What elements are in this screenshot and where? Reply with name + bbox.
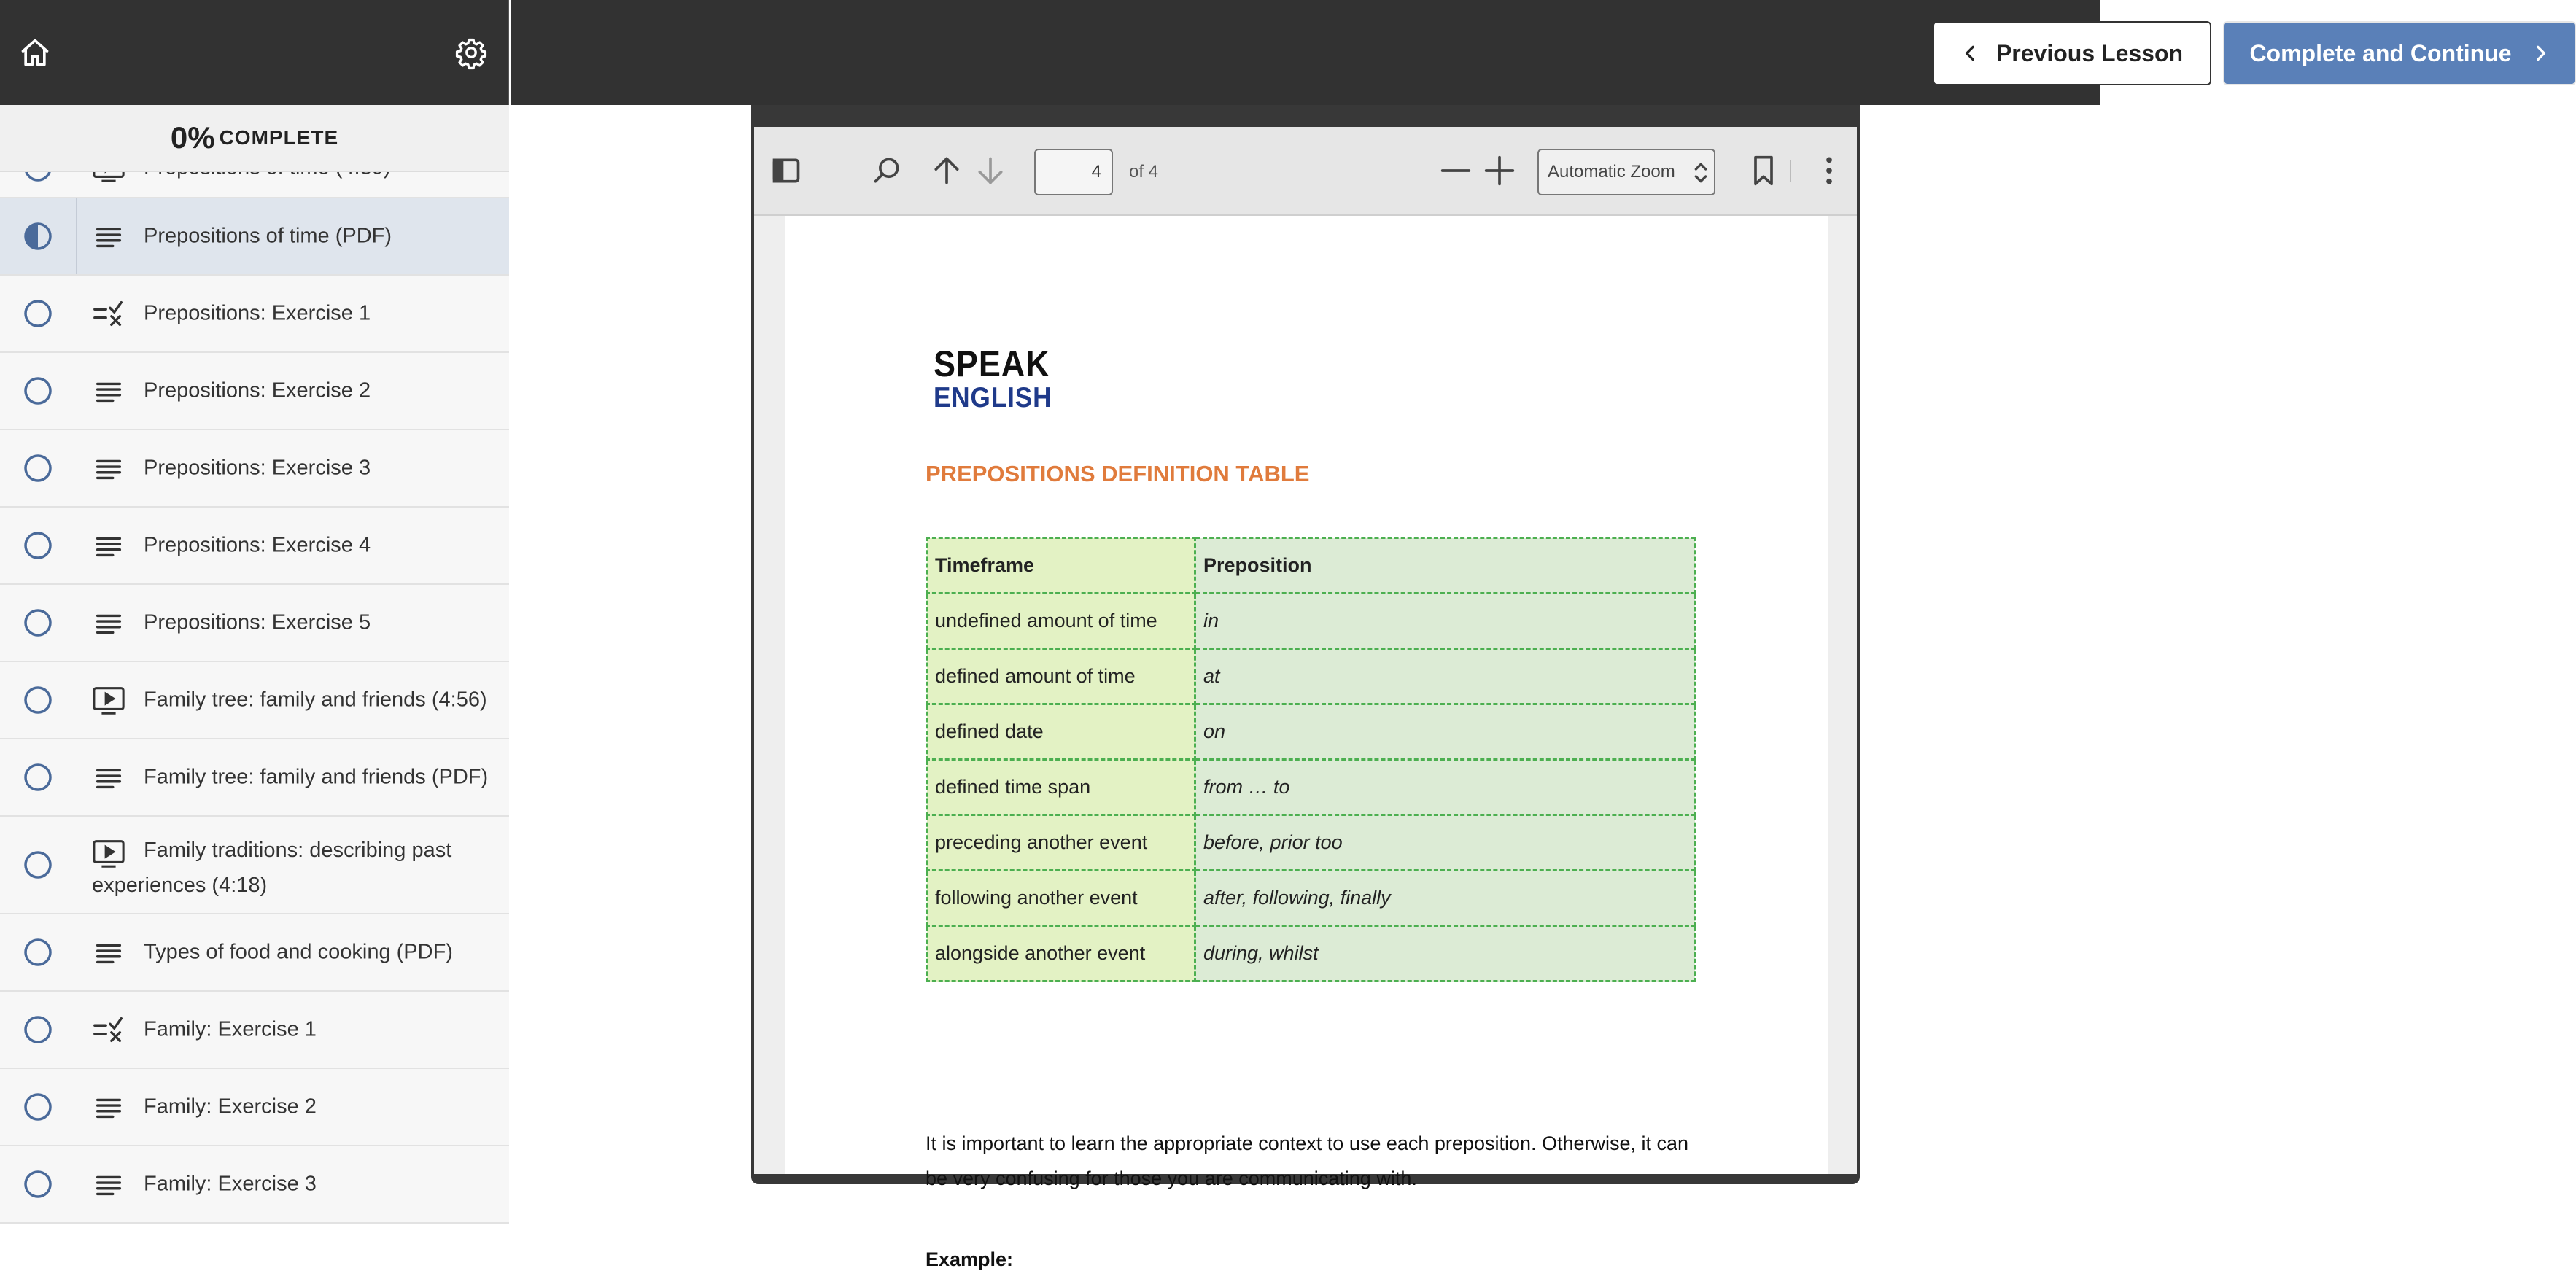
lesson-item[interactable] (0, 276, 509, 353)
table-cell: defined amount of time (927, 649, 1195, 704)
text-icon (92, 452, 125, 484)
lesson-label: Family: Exercise 1 (144, 1017, 317, 1041)
table-cell: from … to (1195, 760, 1695, 815)
table-row (927, 760, 1695, 815)
lesson-item[interactable] (0, 817, 509, 914)
lesson-label: Family: Exercise 3 (144, 1172, 317, 1196)
incomplete-status-icon (23, 850, 53, 879)
incomplete-status-icon (23, 685, 53, 715)
pdf-viewer (751, 105, 1860, 1270)
table-row (927, 926, 1695, 982)
table-row (927, 704, 1695, 760)
incomplete-status-icon (23, 608, 53, 637)
example-heading: Example: (926, 1248, 1014, 1270)
lesson-item[interactable] (0, 1146, 509, 1224)
pdf-toolbar (754, 127, 1857, 216)
search-icon[interactable] (871, 155, 903, 187)
table-cell: on (1195, 704, 1695, 760)
page-count: of 4 (1129, 162, 1159, 182)
lesson-label: Prepositions of time (PDF) (144, 224, 392, 248)
zoom-in-icon[interactable] (1483, 155, 1516, 187)
table-header-row (927, 538, 1695, 594)
table-cell: at (1195, 649, 1695, 704)
in-progress-status-icon (23, 222, 53, 251)
lesson-item[interactable] (0, 739, 509, 817)
select-arrows-icon (1694, 160, 1708, 185)
lesson-item[interactable] (0, 662, 509, 739)
course-progress (0, 105, 509, 172)
incomplete-status-icon (23, 376, 53, 405)
text-icon (92, 1168, 125, 1200)
lesson-list (0, 139, 509, 1224)
page-number-input[interactable]: 4 (1034, 149, 1113, 195)
prepositions-table (926, 537, 1696, 982)
zoom-value: Automatic Zoom (1548, 162, 1675, 182)
document-title: PREPOSITIONS DEFINITION TABLE (926, 461, 1310, 486)
text-icon (92, 1091, 125, 1123)
lesson-item[interactable] (0, 585, 509, 662)
incomplete-status-icon (23, 763, 53, 792)
lesson-label: Types of food and cooking (PDF) (144, 940, 453, 964)
table-row (927, 815, 1695, 871)
incomplete-status-icon (23, 938, 53, 967)
table-header-cell: Preposition (1195, 538, 1695, 594)
quiz-icon (92, 298, 125, 330)
toolbar-divider (1790, 160, 1791, 182)
incomplete-status-icon (23, 1170, 53, 1199)
next-page-icon[interactable] (974, 155, 1006, 187)
gear-icon[interactable] (451, 32, 492, 73)
table-cell: undefined amount of time (927, 594, 1195, 649)
incomplete-status-icon (23, 454, 53, 483)
progress-label: COMPLETE (219, 126, 339, 149)
lesson-topbar (511, 0, 2512, 105)
lesson-item[interactable] (0, 1069, 509, 1146)
video-icon (92, 684, 125, 716)
logo-line-2: ENGLISH (934, 382, 1052, 413)
incomplete-status-icon (23, 1015, 53, 1044)
lesson-item[interactable] (0, 914, 509, 992)
lesson-item[interactable] (0, 992, 509, 1069)
table-cell: after, following, finally (1195, 871, 1695, 926)
pdf-viewer-body (754, 127, 1857, 1270)
quiz-icon (92, 1014, 125, 1046)
text-icon (92, 375, 125, 407)
lesson-label: Family tree: family and friends (PDF) (144, 765, 489, 789)
home-icon[interactable] (15, 32, 55, 73)
zoom-select[interactable] (1537, 149, 1715, 195)
lesson-divider (76, 198, 77, 274)
document-paragraph: It is important to learn the appropriate context to use each preposition. Otherwise, it can be very confusing for those you are communicating with. (926, 1132, 1689, 1189)
more-options-icon[interactable] (1813, 155, 1845, 187)
pdf-page (785, 216, 1828, 1270)
lesson-item[interactable] (0, 430, 509, 508)
text-icon (92, 529, 125, 561)
incomplete-status-icon (23, 1092, 53, 1122)
previous-page-icon[interactable] (931, 155, 963, 187)
lesson-label: Family traditions: describing past experiences (4:18) (92, 839, 452, 897)
lesson-item[interactable] (0, 508, 509, 585)
text-icon (92, 220, 125, 252)
text-icon (92, 607, 125, 639)
lesson-label: Prepositions: Exercise 5 (144, 610, 371, 634)
table-header-cell: Timeframe (927, 538, 1195, 594)
lesson-label: Prepositions: Exercise 1 (144, 301, 371, 325)
zoom-out-icon[interactable] (1440, 155, 1472, 187)
chevron-left-icon (1961, 44, 1980, 63)
chevron-right-icon (2531, 44, 2550, 63)
lesson-label: Prepositions: Exercise 2 (144, 378, 371, 403)
sidebar-toggle-icon[interactable] (770, 155, 802, 187)
lesson-label: Prepositions: Exercise 4 (144, 533, 371, 557)
text-icon (92, 761, 125, 793)
incomplete-status-icon (23, 531, 53, 560)
sidebar (0, 0, 509, 1199)
lesson-label: Family: Exercise 2 (144, 1095, 317, 1119)
table-cell: defined date (927, 704, 1195, 760)
speak-english-logo (934, 343, 1065, 413)
table-cell: during, whilst (1195, 926, 1695, 982)
table-row (927, 594, 1695, 649)
table-cell: defined time span (927, 760, 1195, 815)
lesson-item[interactable] (0, 198, 509, 276)
table-cell: before, prior too (1195, 815, 1695, 871)
table-cell: alongside another event (927, 926, 1195, 982)
incomplete-status-icon (23, 299, 53, 328)
progress-percent: 0% (170, 120, 215, 155)
lesson-label: Prepositions: Exercise 3 (144, 456, 371, 480)
bookmark-icon[interactable] (1747, 155, 1780, 187)
logo-line-1: SPEAK (934, 343, 1050, 384)
previous-lesson-button[interactable] (1933, 21, 2211, 85)
table-cell: in (1195, 594, 1695, 649)
sidebar-header (0, 0, 509, 105)
text-icon (92, 936, 125, 968)
table-cell: preceding another event (927, 815, 1195, 871)
lesson-label: Family tree: family and friends (4:56) (144, 688, 487, 712)
lesson-item[interactable] (0, 353, 509, 430)
table-row (927, 649, 1695, 704)
table-cell: following another event (927, 871, 1195, 926)
complete-and-continue-label: Complete and Continue (2249, 39, 2512, 66)
complete-and-continue-button[interactable] (2223, 21, 2576, 85)
table-row (927, 871, 1695, 926)
previous-lesson-label: Previous Lesson (1995, 39, 2184, 66)
